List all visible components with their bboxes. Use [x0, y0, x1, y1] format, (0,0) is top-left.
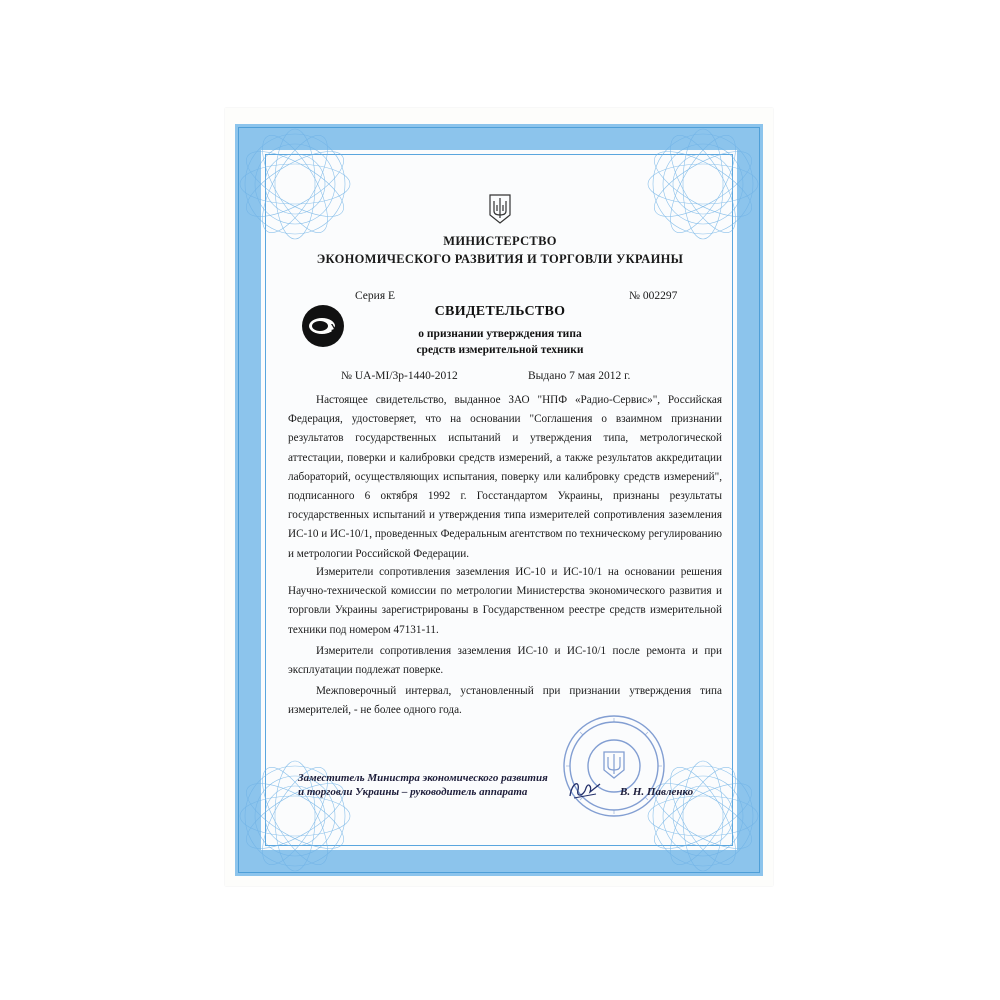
- certificate-subtitle-1: о признании утверждения типа: [418, 328, 582, 340]
- certificate-number: № 002297: [629, 290, 678, 302]
- handwritten-signature: [566, 776, 606, 804]
- ministry-line-1: МИНИСТЕРСТВО: [443, 234, 557, 248]
- trident-icon: [488, 193, 512, 225]
- body-paragraph-2: Измерители сопротивления заземления ИС-10 и ИС-10/1 на основании решения Научно-технической комиссии по метрологии Министерства экономического развития и торговли Украины зарегистрированы в Государственном реестре средств измерительной техники под номером 47131-11.: [288, 566, 722, 636]
- series-label: Серия E: [355, 290, 396, 302]
- signatory-position-line-1: Заместитель Министра экономического развития: [298, 772, 548, 784]
- certificate-subtitle-2: средств измерительной техники: [416, 344, 584, 356]
- body-paragraph-1: Настоящее свидетельство, выданное ЗАО "НПФ «Радио-Сервис»", Российская Федерация, удостоверяет, что на основании "Соглашения о взаимном признании результатов государственных испытаний и утверждения типа, метрологической аттестации, поверки и калибровки средств измерений, а также результатов аккредитации лабораторий, осуществляющих испытания, поверку или калибровку средств измерений", подписанного 6 октября 1992 г. Госстандартом Украины, признаны результаты государственных испытаний и утверждения типа измерителей сопротивления заземления ИС-10 и ИС-10/1, проведенных Федеральным агентством по техническому регулированию и метрологии Российской Федерации.: [288, 394, 722, 560]
- signatory-name: В. Н. Павленко: [620, 786, 694, 798]
- svg-text:У: У: [331, 323, 338, 334]
- registration-number: № UA-MI/3p-1440-2012: [341, 370, 458, 382]
- ministry-line-2: ЭКОНОМИЧЕСКОГО РАЗВИТИЯ И ТОРГОВЛИ УКРАИНЫ: [316, 252, 684, 266]
- certificate-title: СВИДЕТЕЛЬСТВО: [434, 304, 566, 319]
- body-paragraph-4: Межповерочный интервал, установленный при признании утверждения типа измерителей, - не более одного года.: [288, 685, 722, 717]
- body-paragraph-3: Измерители сопротивления заземления ИС-10 и ИС-10/1 после ремонта и при эксплуатации подлежат поверке.: [288, 645, 722, 677]
- signatory-position-line-2: и торговли Украины – руководитель аппарата: [298, 786, 528, 798]
- issue-date: Выдано 7 мая 2012 г.: [528, 370, 631, 382]
